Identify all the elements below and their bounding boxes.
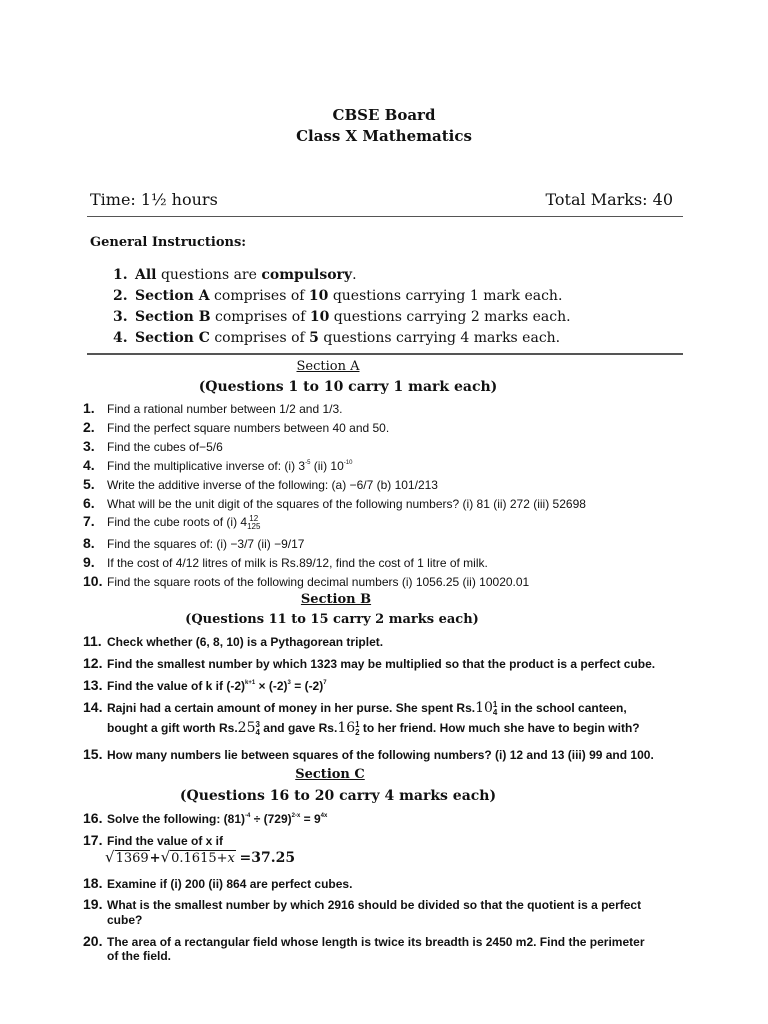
equation: √1369+√0.1615+x =37.25 xyxy=(105,848,296,866)
subject-title: Class X Mathematics xyxy=(296,127,472,145)
question-7: 7. Find the cube roots of (i) 4 12 125 xyxy=(83,513,261,531)
divider xyxy=(87,216,683,217)
question-19-continued: cube? xyxy=(107,913,143,927)
question-18: 18. Examine if (i) 200 (ii) 864 are perfect cubes. xyxy=(83,875,353,891)
time-label: Time: 1½ hours xyxy=(90,190,218,209)
fraction: 3 4 xyxy=(255,719,260,737)
question-13: 13. Find the value of k if $(-2)^{k+1} \times (-2)^3 = (-2)^7$ xyxy=(83,677,327,693)
instruction-item: 1. All questions are compulsory. xyxy=(113,267,357,283)
board-title: CBSE Board xyxy=(332,106,436,124)
question-5: 5. Write the additive inverse of the following: (a) −6/7 (b) 101/213 xyxy=(83,476,438,492)
instruction-item: 2. Section A comprises of 10 questions carrying 1 mark each. xyxy=(113,288,563,304)
question-3: 3. Find the cubes of−5/6 xyxy=(83,438,223,454)
question-14: 14. Rajni had a certain amount of money in her purse. She spent Rs.10 1 4 in the school canteen, xyxy=(83,699,627,717)
question-12: 12. Find the smallest number by which 1323 may be multiplied so that the product is a perfect cube. xyxy=(83,655,656,671)
question-9: 9. If the cost of 4/12 litres of milk is Rs.89/12, find the cost of 1 litre of milk. xyxy=(83,554,488,570)
section-a-subtitle: (Questions 1 to 10 carry 1 mark each) xyxy=(198,379,498,395)
total-marks-label: Total Marks: 40 xyxy=(545,190,673,209)
instruction-item: 3. Section B comprises of 10 questions carrying 2 marks each. xyxy=(113,309,571,325)
instructions-heading: General Instructions: xyxy=(90,235,247,250)
section-b-subtitle: (Questions 11 to 15 carry 2 marks each) xyxy=(185,612,479,627)
fraction: 1 2 xyxy=(355,719,360,737)
question-8: 8. Find the squares of: (i) −3/7 (ii) −9/17 xyxy=(83,535,305,551)
question-10: 10. Find the square roots of the following decimal numbers (i) 1056.25 (ii) 10020.01 xyxy=(83,573,530,589)
question-2: 2. Find the perfect square numbers between 40 and 50. xyxy=(83,419,390,435)
radical-icon: √ xyxy=(105,848,115,866)
question-19: 19. What is the smallest number by which 2916 should be divided so that the quotient is a perfect xyxy=(83,896,642,912)
question-17: 17. Find the value of x if xyxy=(83,832,224,848)
section-c-subtitle: (Questions 16 to 20 carry 4 marks each) xyxy=(179,788,497,804)
question-4: 4. Find the multiplicative inverse of: (i) $3^{-5}$ (ii) $10^{-10}$ xyxy=(83,457,353,473)
question-11: 11. Check whether (6, 8, 10) is a Pythagorean triplet. xyxy=(83,633,384,649)
question-1: 1. Find a rational number between 1/2 and 1/3. xyxy=(83,400,343,416)
section-b-title: Section B xyxy=(300,592,372,607)
fraction: 12 125 xyxy=(247,513,261,531)
fraction: 1 4 xyxy=(492,699,498,717)
question-14-continued: bought a gift worth Rs.25 3 4 and gave Rs.16 1 2 to her friend. How much she have to begin with? xyxy=(107,719,640,737)
question-16: 16. Solve the following: $(81)^{-4} \div (729)^{2-x} = 9^{4x}$ xyxy=(83,810,328,826)
radical-icon: √ xyxy=(160,848,171,866)
section-a-title: Section A xyxy=(296,359,360,374)
question-20: 20. The area of a rectangular field whose length is twice its breadth is 2450 m2. Find the perimeter xyxy=(83,933,645,949)
instruction-item: 4. Section C comprises of 5 questions carrying 4 marks each. xyxy=(113,330,561,346)
question-6: 6. What will be the unit digit of the squares of the following numbers? (i) 81 (ii) 272 (iii) 52698 xyxy=(83,495,586,511)
question-15: 15. How many numbers lie between squares of the following numbers? (i) 12 and 13 (iii) 99 and 100. xyxy=(83,746,654,762)
question-20-continued: of the field. xyxy=(107,949,171,963)
section-c-title: Section C xyxy=(295,767,365,782)
divider xyxy=(87,353,683,355)
